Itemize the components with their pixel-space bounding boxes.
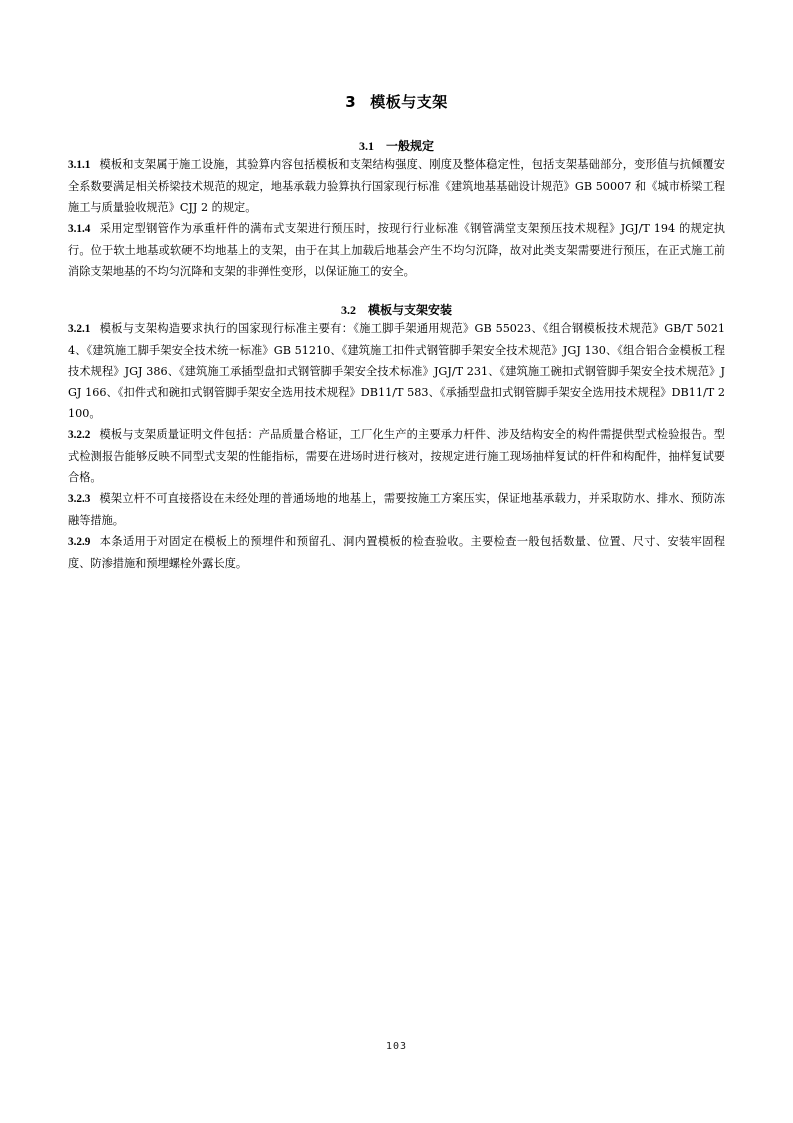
section-number: 3.1 [358, 139, 374, 153]
clause-3-2-1 [68, 318, 725, 424]
clause-3-2-2 [68, 424, 725, 488]
section-body-3-1 [68, 154, 725, 282]
section-heading-3-1 [68, 137, 725, 154]
chapter-number: 3 [345, 93, 357, 111]
chapter-title [68, 91, 725, 112]
section-title: 一般规定 [385, 139, 434, 153]
clause-number: 3.2.3 [68, 493, 91, 505]
chapter-title-text: 模板与支架 [370, 93, 448, 111]
clause-number: 3.2.1 [68, 323, 91, 335]
section-title: 模板与支架安装 [367, 303, 452, 317]
clause-text: 模架立杆不可直接搭设在未经处理的普通场地的地基上，需要按施工方案压实，保证地基承载力，并采取防水、排水、预防冻融等措施。 [68, 492, 725, 527]
clause-number: 3.1.1 [68, 159, 91, 171]
section-number: 3.2 [340, 303, 356, 317]
clause-number: 3.1.4 [68, 223, 91, 235]
clause-text: 本条适用于对固定在模板上的预埋件和预留孔、洞内置模板的检查验收。主要检查一般包括数量、位置、尺寸、安装牢固程度、防渗措施和预埋螺栓外露长度。 [68, 535, 725, 570]
clause-text: 模板与支架质量证明文件包括：产品质量合格证，工厂化生产的主要承力杆件、涉及结构安全的构件需提供型式检验报告。型式检测报告能够反映不同型式支架的性能指标，需要在进场时进行核对，按规定进行施工现场抽样复试的杆件和构配件，抽样复试要合格。 [68, 428, 725, 484]
clause-3-1-1 [68, 154, 725, 218]
clause-text: 模板和支架属于施工设施，其验算内容包括模板和支架结构强度、刚度及整体稳定性，包括支架基础部分，变形值与抗倾覆安全系数要满足相关桥梁技术规范的规定，地基承载力验算执行国家现行标准《建筑地基基础设计规范》GB 50007 和《城市桥梁工程施工与质量验收规范》CJJ 2 的规定。 [68, 158, 725, 214]
clause-text: 模板与支架构造要求执行的国家现行标准主要有：《施工脚手架通用规范》GB 55023、《组合钢模板技术规范》GB/T 50214、《建筑施工脚手架安全技术统一标准》GB 51210、《建筑施工扣件式钢管脚手架安全技术规范》JGJ 130、《组合铝合金模板工程技术规程》JGJ 386、《建筑施工承插型盘扣式钢管脚手架安全技术标准》JGJ/T 231、《建筑施工碗扣式钢管脚手架安全技术规范》JGJ 166、《扣件式和碗扣式钢管脚手架安全选用技术规程》DB11/T 583、《承插型盘扣式钢管脚手架安全选用技术规程》DB11/T 2100。 [68, 322, 725, 420]
clause-text: 采用定型钢管作为承重杆件的满布式支架进行预压时，按现行行业标准《钢管满堂支架预压技术规程》JGJ/T 194 的规定执行。位于软土地基或软硬不均地基上的支架，由于在其上加载后地基会产生不均匀沉降，故对此类支架需要进行预压，在正式施工前消除支架地基的不均匀沉降和支架的非弹性变形，以保证施工的安全。 [68, 222, 725, 278]
section-heading-3-2 [68, 301, 725, 318]
clause-3-1-4 [68, 218, 725, 282]
clause-number: 3.2.2 [68, 429, 91, 441]
clause-number: 3.2.9 [68, 536, 91, 548]
clause-3-2-3 [68, 488, 725, 531]
page-number: 103 [385, 1041, 408, 1052]
clause-3-2-9 [68, 531, 725, 574]
document-page [68, 0, 725, 1123]
section-body-3-2 [68, 318, 725, 574]
